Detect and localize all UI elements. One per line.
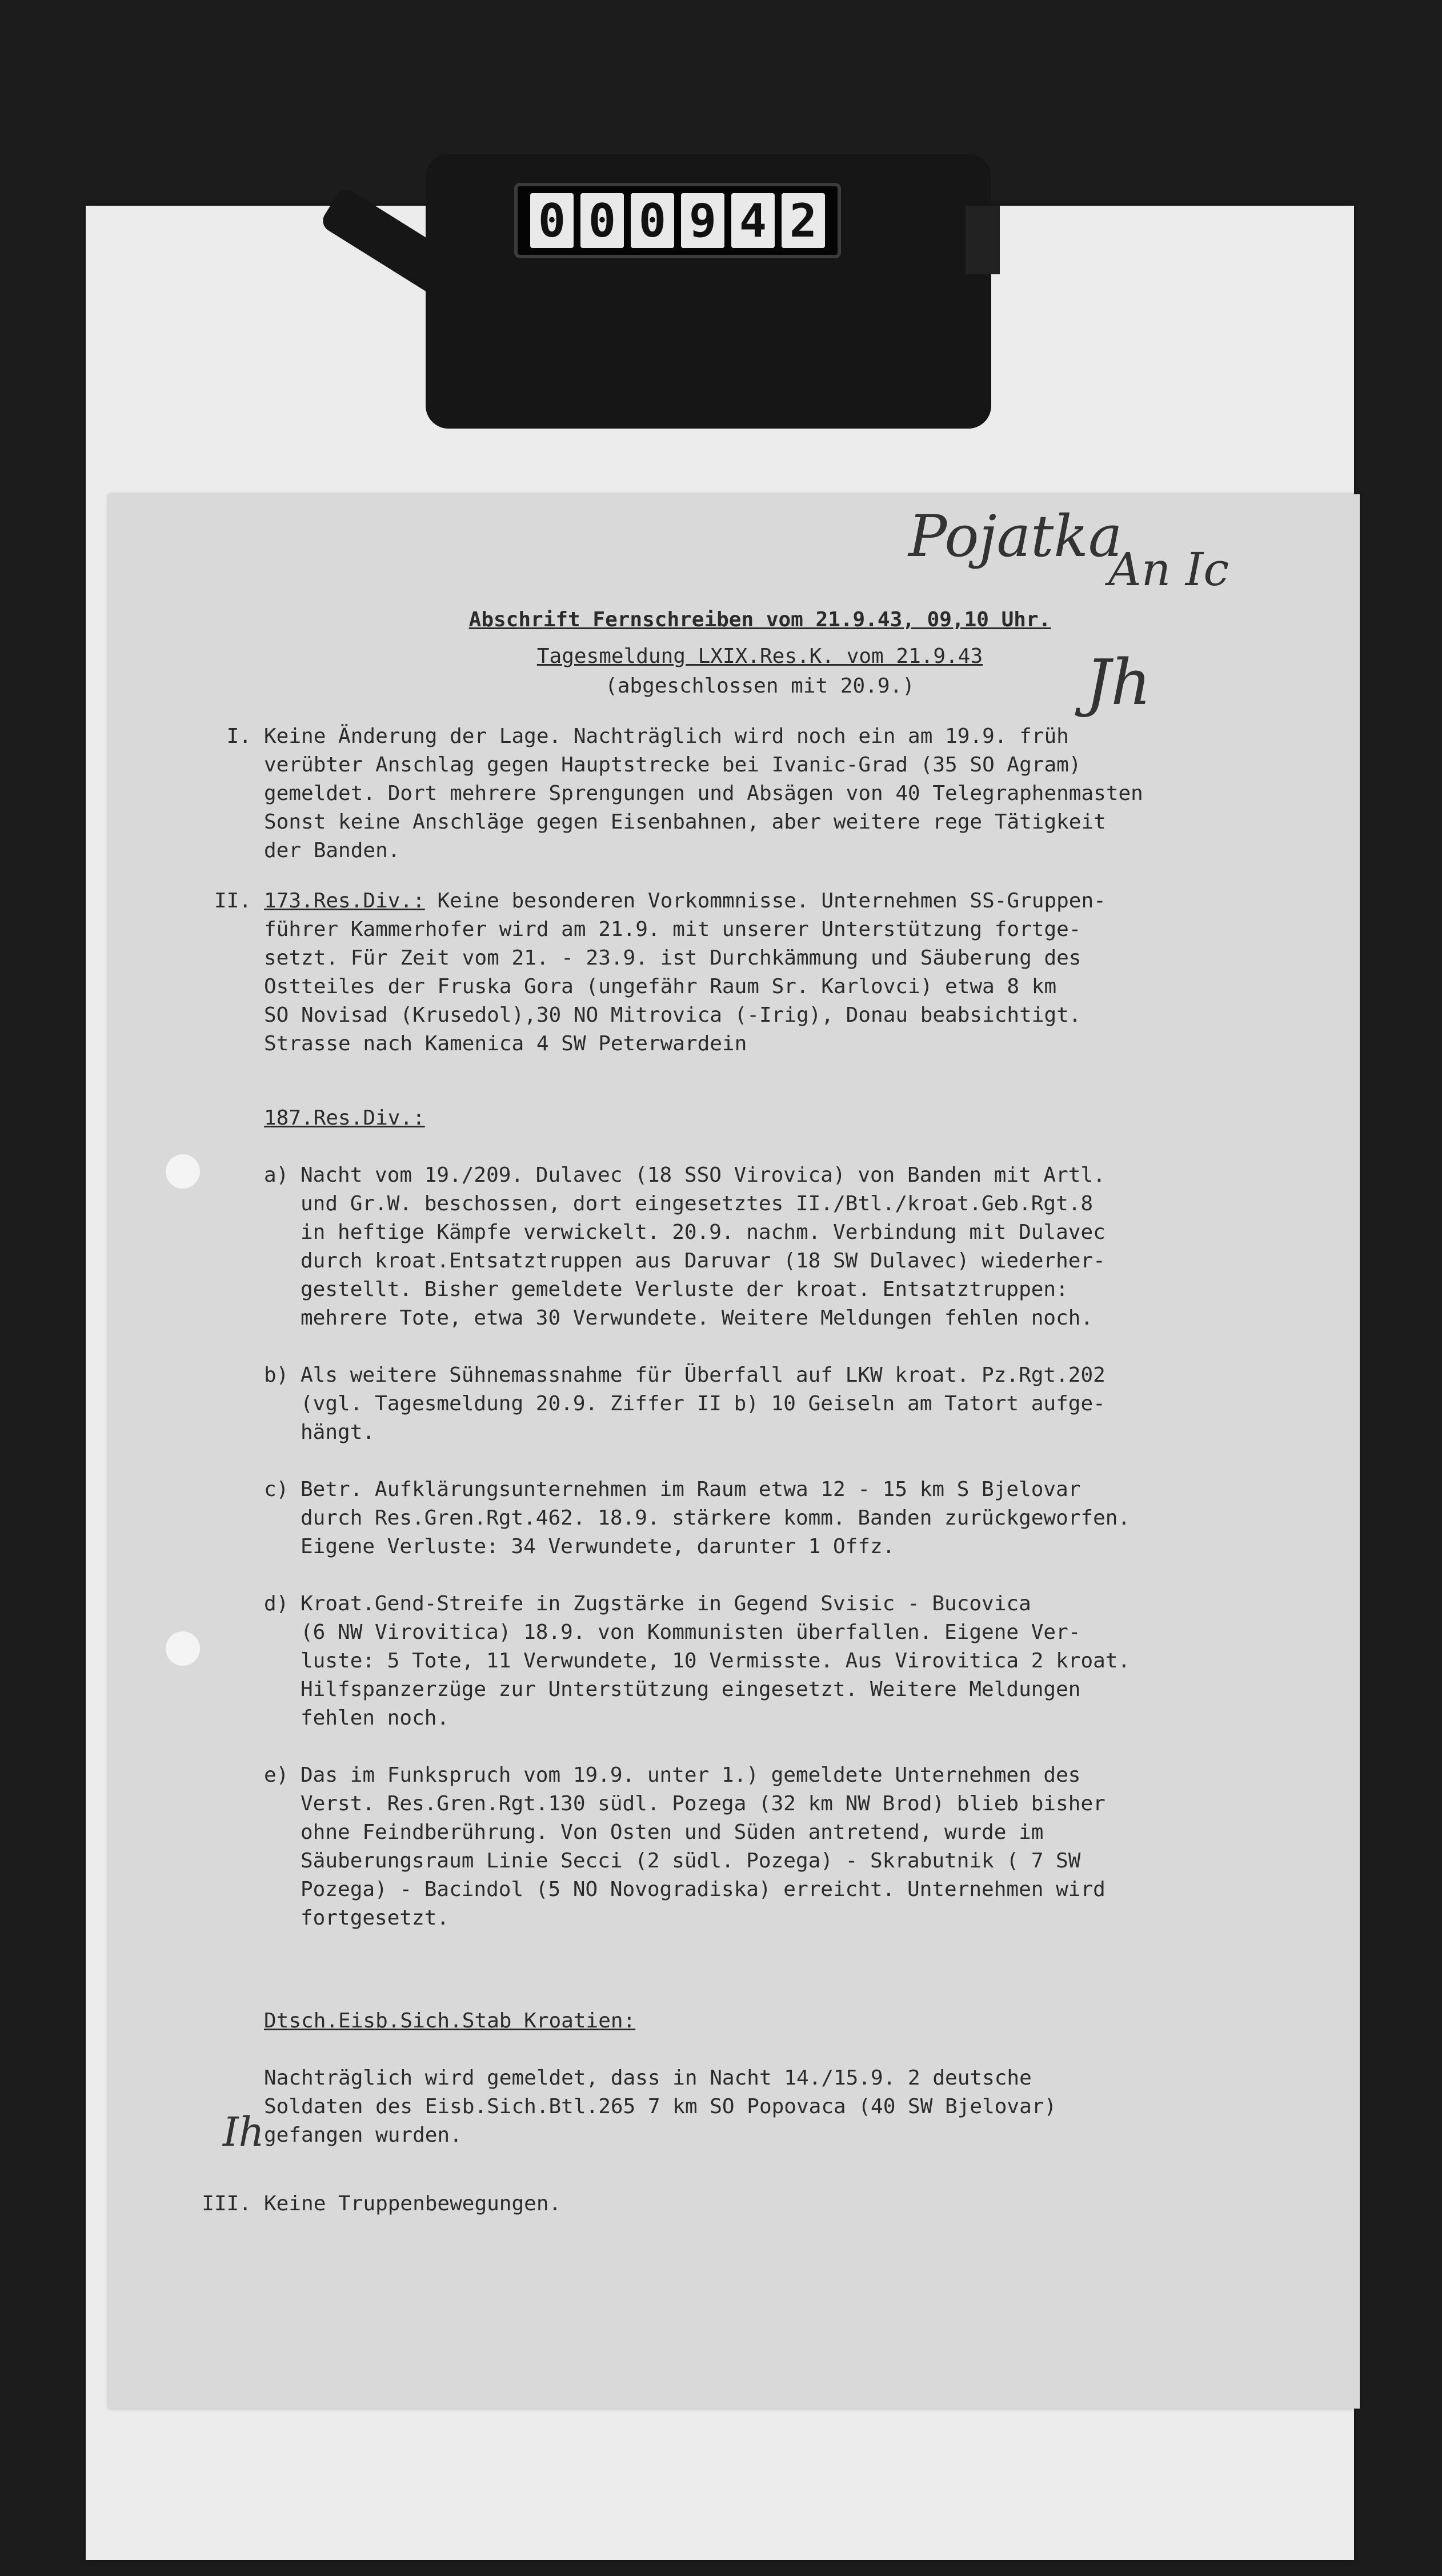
section-number: I. <box>226 725 251 748</box>
item-text: Das im Funkspruch vom 19.9. unter 1.) gemeldete Unternehmen des Verst. Res.Gren.Rgt.130 südl. Pozega (32 km NW Brod) blieb bisher ohne Feindberührung. Von Osten und Süden antretend, wurde im Säuberungsraum Linie Secci (2 südl. Pozega) - Skrabutnik ( 7 SW Pozega) - Bacindol (5 NO Novogradiska) erreicht. Unternehmen wird fortgesetzt. <box>301 1763 1105 1930</box>
item-text: Betr. Aufklärungsunternehmen im Raum etwa 12 - 15 km S Bjelovar durch Res.Gren.Rgt.462. 18.9. stärkere komm. Banden zurückgeworfen. Eigene Verluste: 34 Verwundete, darunter 1 Offz. <box>301 1478 1131 1558</box>
eisb-heading: Dtsch.Eisb.Sich.Stab Kroatien: <box>264 2009 636 2033</box>
item-letter: b) <box>264 1363 289 1387</box>
list-item <box>264 1590 1337 1733</box>
counter-digit: 9 <box>681 193 724 248</box>
list-item <box>264 1761 1337 1933</box>
counter-side-knob <box>966 206 1000 274</box>
section-number: II. <box>214 889 251 913</box>
document-title: Abschrift Fernschreiben vom 21.9.43, 09,10 Uhr. <box>468 608 1051 631</box>
section-text: Keine Truppenbewegungen. <box>264 2192 562 2215</box>
div-187-block <box>183 1075 1337 2178</box>
handwritten-addressee: An Ic <box>1108 543 1229 596</box>
document-subtitle-note: (abgeschlossen mit 20.9.) <box>605 674 915 698</box>
counter-digit: 0 <box>631 193 674 248</box>
section-number: III. <box>202 2192 251 2215</box>
handwritten-initial: Jh <box>1085 646 1151 719</box>
item-letter: a) <box>264 1163 289 1187</box>
section-3 <box>183 2190 1337 2218</box>
handwritten-note-bottom: Ih <box>223 2109 265 2155</box>
item-letter: d) <box>264 1592 289 1615</box>
div-187-body <box>264 1075 1337 2178</box>
counter-digit: 2 <box>782 193 825 248</box>
typed-document <box>183 606 1337 2218</box>
section-body <box>264 887 1337 1058</box>
section-text: Keine besonderen Vorkommnisse. Unternehmen SS-Gruppen- führer Kammerhofer wird am 21.9. mit unserer Unterstützung fortge- setzt. Für Zeit vom 21. - 23.9. ist Durchkämmung und Säuberung des Ostteiles der Fruska Gora (ungefähr Raum Sr. Karlovci) etwa 8 km SO Novisad (Krusedol),30 NO Mitrovica (-Irig), Donau beabsichtigt. Strasse nach Kamenica 4 SW Peterwardein <box>264 889 1106 1055</box>
section-text: Keine Änderung der Lage. Nachträglich wird noch ein am 19.9. früh verübter Anschlag gegen Hauptstrecke bei Ivanic-Grad (35 SO Agram) gemeldet. Dort mehrere Sprengungen und Absägen von 40 Telegraphenmasten Sonst keine Anschläge gegen Eisenbahnen, aber weitere rege Tätigkeit der Banden. <box>264 725 1143 862</box>
list-item <box>264 1361 1337 1447</box>
list-item <box>264 1161 1337 1333</box>
section-heading: 173.Res.Div.: <box>264 889 425 913</box>
section-1 <box>183 722 1337 865</box>
frame-counter-display <box>514 183 841 258</box>
counter-digit: 0 <box>580 193 624 248</box>
eisb-text: Nachträglich wird gemeldet, dass in Nacht 14./15.9. 2 deutsche Soldaten des Eisb.Sich.Btl.265 7 km SO Popovaca (40 SW Bjelovar) gefangen wurden. <box>264 2066 1057 2147</box>
div-187-heading: 187.Res.Div.: <box>264 1106 425 1130</box>
item-letter: e) <box>264 1763 289 1787</box>
item-letter: c) <box>264 1478 289 1501</box>
handwritten-note-top: Pojatka <box>908 503 1123 570</box>
counter-digit: 0 <box>530 193 574 248</box>
document-subtitle: Tagesmeldung LXIX.Res.K. vom 21.9.43 <box>536 645 983 668</box>
item-text: Nacht vom 19./209. Dulavec (18 SSO Virovica) von Banden mit Artl. und Gr.W. beschossen, dort eingesetztes II./Btl./kroat.Geb.Rgt.8 in heftige Kämpfe verwickelt. 20.9. nachm. Verbindung mit Dulavec durch kroat.Entsatztruppen aus Daruvar (18 SW Dulavec) wiederher- gestellt. Bisher gemeldete Verluste der kroat. Entsatztruppen: mehrere Tote, etwa 30 Verwundete. Weitere Meldungen fehlen noch. <box>301 1163 1105 1330</box>
item-text: Kroat.Gend-Streife in Zugstärke in Gegend Svisic - Bucovica (6 NW Virovitica) 18.9. von Kommunisten überfallen. Eigene Ver- luste: 5 Tote, 11 Verwundete, 10 Vermisste. Aus Virovitica 2 kroat. Hilfspanzerzüge zur Unterstützung eingesetzt. Weitere Meldungen fehlen noch. <box>301 1592 1131 1730</box>
counter-digit: 4 <box>731 193 775 248</box>
list-item <box>264 1475 1337 1561</box>
section-2 <box>183 887 1337 1058</box>
item-text: Als weitere Sühnemassnahme für Überfall auf LKW kroat. Pz.Rgt.202 (vgl. Tagesmeldung 20.9. Ziffer II b) 10 Geiseln am Tatort aufge- hängt. <box>301 1363 1105 1444</box>
